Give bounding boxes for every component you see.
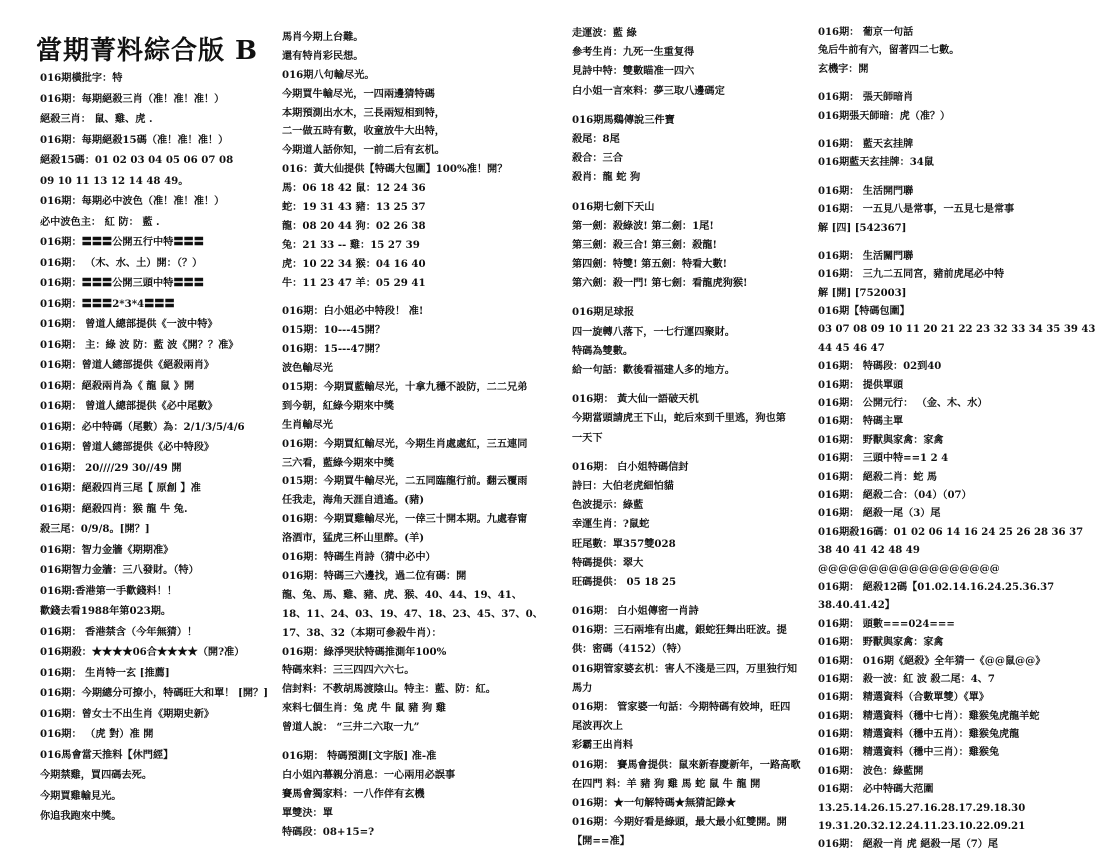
col2-line: 馬：06 18 42 鼠：12 24 36 [282, 182, 426, 195]
col3-line: 016期： 黃大仙一語破天机 [572, 393, 699, 406]
column-4 [818, 24, 1095, 855]
col2-line: 016期：綠淨哭狀特碼推測年100% [282, 645, 447, 658]
col1-line: 016期：今期總分可撩小，特碼旺大和單！ [開？] [40, 687, 269, 699]
col1-line: 016期：絕殺四肖：猴 龍 牛 兔. [40, 502, 188, 515]
col1-line: 016期：曾女士不出生肖《期期史新》 [40, 707, 215, 720]
col3-line: 016期： 白小姐特碼信封 [572, 460, 689, 473]
col1-line: 016期： 曾道人總部提供《一波中特》 [40, 318, 218, 330]
col3-line: 參考生肖：九死一生重复得 [572, 46, 695, 59]
col3-line: 四一旋轉八落下，一七行運四聚財。 [572, 325, 735, 338]
col1-line: 016期： 主：綠 波 防：藍 波《開？？准》 [40, 338, 239, 351]
col3-line: 特碼提供：翠大 [572, 556, 644, 569]
col3-line: 旺尾數：單357雙028 [572, 537, 676, 550]
col2-line: 015期：今期買牛輸尽光，二五同臨龍行前。翻云覆雨 [282, 475, 528, 488]
col4-line: 016期： 精選資料（穩中三肖）：雞猴兔 [818, 747, 1000, 759]
col4-line: 38 40 41 42 48 49 [818, 545, 920, 557]
col2-line: 015期：10---45開？ [282, 324, 386, 337]
col4-line: 016期張天師暗：虎（准？） [818, 110, 951, 122]
col2-line: 016期：特碼生肖詩（猜中必中） [282, 551, 436, 564]
page-title: 當期菁料綜合版 B [36, 36, 259, 66]
section-gap [818, 238, 1058, 248]
col1-line: 09 10 11 13 12 14 48 49。 [40, 174, 189, 187]
col1-line: 今期買雞輸見光。 [40, 789, 122, 802]
col2-line: 016期：今期買紅輸尽光，今期生肖處處紅，三五連同 [282, 437, 528, 450]
col1-line: 016期： （木、水、土）開：（？） [40, 256, 203, 269]
col4-line: 016期： 頭數===024=== [818, 618, 955, 630]
col4-line: 016期： 絕殺二合：（04）（07） [818, 489, 972, 501]
col2-line: 波色輸尽光 [282, 362, 333, 375]
col2-line: 生肖輸尽光 [282, 418, 333, 431]
section-gap [572, 293, 810, 303]
section-gap [818, 173, 1058, 183]
col1-line: 絕殺三肖： 鼠、雞、虎 . [40, 113, 153, 125]
col3-line: 016期： 賽馬會提供：鼠來新春慶新年，一路高歌 [572, 758, 801, 771]
col4-line: 016期： 016期《絕殺》全年猜一《@@鼠@@》 [818, 655, 1046, 667]
col3-line: 旺碼提供： 05 18 25 [572, 575, 677, 588]
col3-line: 特碼為雙數。 [572, 344, 634, 357]
col3-line: 第一劍：殺綠波! 第二劍：1尾! [572, 219, 714, 232]
col3-line: 幸運生肖：?鼠蛇 [572, 518, 650, 531]
col2-line: 白小姐內幕親分消息：一心兩用必誤事 [282, 768, 456, 781]
col3-line: 白小姐一言來料：夢三取八邊碼定 [572, 84, 725, 97]
col4-line: 016期： 特碼主單 [818, 416, 904, 428]
col4-line: 016期： 藍天玄挂牌 [818, 138, 914, 150]
col4-line: 38.40.41.42】 [818, 600, 895, 612]
col4-line: 016期： 必中特碼大范圍 [818, 784, 934, 796]
col2-line: 016期：15---47開？ [282, 343, 386, 356]
col3-line: 016期七劍下天山 [572, 200, 655, 213]
col2-line: 016期八句輸尽光。 [282, 68, 375, 81]
col1-line: 016期： （虎 對）准 開 [40, 728, 154, 740]
col2-line: 今期道人話你知，一前二后有玄机。 [282, 144, 445, 157]
col3-line: 第四劍：特雙! 第五劍：特看大數! [572, 258, 728, 271]
section-gap [818, 79, 1058, 89]
col1-line: 殺三尾：0/9/8。[開？] [40, 523, 150, 535]
col2-line: 二一做五時有數，收童放牛大出特， [282, 125, 445, 138]
col1-line: 絕殺15碼：01 02 03 04 05 06 07 08 [40, 154, 234, 166]
col3-line: 詩曰：大伯老虎細怕貓 [572, 479, 674, 492]
col3-line: 016期足球报 [572, 306, 635, 319]
col1-line: 016期殺：★★★★06合★★★★（開?准） [40, 646, 245, 658]
col4-line: 19.31.20.32.12.24.11.23.10.22.09.21 [818, 821, 1026, 833]
col4-line: 016期【特碼包圍】 [818, 306, 910, 318]
col4-line: 016期： 張天師暗肖 [818, 92, 914, 104]
col1-line: 016期：曾道人總部提供《必中特段》 [40, 441, 215, 453]
col3-line: 第三劍：殺三合! 第三劍：殺龍! [572, 238, 717, 251]
col4-line: 016期： 葡京一句話 [818, 27, 914, 38]
col1-line: 016期：曾道人總部提供《絕殺兩肖》 [40, 359, 215, 371]
col3-line: 今期當頭請虎王下山，蛇后來到千里逃，狗也第 [572, 412, 786, 425]
col2-line: 016期：今期買雞輸尽光，一倖三十開本期。九處春甯 [282, 513, 528, 526]
col2-line: 任我走，海角天涯自逍遙。(豬) [282, 494, 425, 507]
col2-line: 016期： 特碼預測[文字版] 准-准 [282, 749, 437, 762]
col4-line: 016期： 精選資料（合數單雙）《單》 [818, 692, 989, 704]
col2-line: 三六看，藍綠今期來中獎 [282, 456, 395, 469]
col2-line: 賽馬會獨家料：一八作伴有玄機 [282, 787, 425, 800]
col3-line: 殺肖：龍 蛇 狗 [572, 171, 641, 184]
col1-line: 歡錢去看1988年第023期。 [40, 605, 172, 617]
col4-line: 016期： 三頭中特==1 2 4 [818, 453, 949, 465]
section-gap [572, 380, 810, 390]
col2-line: 龍：08 20 44 狗：02 26 38 [282, 219, 426, 232]
col4-line: 016期藍天玄挂牌：34鼠 [818, 157, 934, 169]
column-2 [282, 28, 552, 841]
col4-line: 016期： 絕殺二肖：蛇 馬 [818, 471, 937, 483]
col1-line: 你追我跑來中獎。 [40, 810, 122, 822]
col4-line: 44 45 46 47 [818, 342, 885, 354]
col4-line: 016期： 野獸與家禽：家禽 [818, 637, 944, 649]
col1-line: 016期：智力金牆《期期准》 [40, 543, 174, 556]
col2-line: 特碼段：08+15=? [282, 825, 375, 838]
col3-line: 殺尾：8尾 [572, 132, 620, 145]
section-gap [818, 126, 1058, 136]
col3-line: 016期管家婆玄机：害人不淺是三四，万里独行知 [572, 662, 798, 675]
col4-line: 016期： 絕殺一肖 虎 絕殺一尾（7）尾 [818, 839, 998, 851]
col4-line: 玄機字：開 [818, 63, 869, 75]
col1-line: 016期：〓〓〓2*3*4〓〓〓 [40, 297, 175, 310]
col3-line: 一天下 [572, 431, 603, 444]
col3-line: 016期馬鷄傳說三件寶 [572, 113, 675, 126]
col3-line: 第六劍：殺一門! 第七劍：看龍虎狗猴! [572, 277, 748, 290]
col4-line: 13.25.14.26.15.27.16.28.17.29.18.30 [818, 802, 1026, 814]
col2-line: 曾道人說： “三井二六取一九” [282, 721, 420, 734]
col4-line: 016期： 波色：綠藍開 [818, 765, 924, 777]
col1-line: 016期： 20////29 30//49 開 [40, 461, 182, 474]
col3-line: 【開==准】 [572, 835, 630, 848]
col4-line: 016期： 特碼段：02到40 [818, 361, 942, 373]
col3-line: 給一句話：歡後看福建人多的地方。 [572, 364, 735, 376]
col3-line: 走運波：藍 綠 [572, 27, 637, 39]
col2-line: 來料七個生肖：兔 虎 牛 鼠 豬 狗 雞 [282, 702, 446, 715]
col4-line: 016期： 絕殺12碼【01.02.14.16.24.25.36.37 [818, 581, 1055, 593]
col3-line: 尾波再次上 [572, 720, 623, 733]
col2-line: 信封料：不教胡馬渡陰山。特主：藍、防：紅。 [282, 683, 496, 696]
col2-line: 016期：白小姐必中特段！ 准! [282, 305, 424, 318]
col3-line: 馬力 [572, 681, 593, 694]
section-gap [572, 101, 810, 111]
col1-line: 016期：絕殺四肖三尾【 原創 】准 [40, 482, 201, 494]
col1-line: 016期：每期絕殺15碼（准！准！准！） [40, 133, 229, 146]
col2-line: 蛇：19 31 43 豬：13 25 37 [282, 201, 426, 214]
col2-line: 牛：11 23 47 羊：05 29 41 [282, 276, 426, 289]
col3-line: 彩霸王出肖料 [572, 739, 634, 752]
col4-line: 016期： 精選資料（穩中五肖）：雞猴兔虎龍 [818, 729, 1020, 741]
col3-line: 殺合：三合 [572, 152, 623, 165]
col3-line: 016期： 白小姐傳密一肖詩 [572, 605, 699, 618]
col4-line: 016期： 一五見八是常事，一五見七是常事 [818, 204, 1015, 216]
col2-line: 龍、兔、馬、雞、豬、虎、猴、40、44、19、41、 [282, 588, 523, 601]
col2-line: 015期：今期買藍輸尽光，十拿九穩不設防，二二兄弟 [282, 381, 528, 394]
col4-line: 016期： 絕殺一尾（3）尾 [818, 508, 941, 520]
col2-line: 虎：10 22 34 猴：04 16 40 [282, 257, 426, 270]
col2-line: 還有特肖彩民想。 [282, 49, 364, 62]
col4-line: 016期殺16碼：01 02 06 14 16 24 25 26 28 36 37 [818, 526, 1084, 538]
col1-line: 016期：每期必中波色（准！准！准！） [40, 195, 225, 207]
col2-line: 特碼來料：三三四四六六七。 [282, 664, 415, 677]
col1-line: 016期：絕殺兩肖為《 龍 鼠 》開 [40, 379, 195, 392]
col2-line: 到今朝，紅綠今期來中獎 [282, 399, 395, 412]
col1-line: 016期：每期絕殺三肖（准！准！准！） [40, 92, 225, 105]
col2-line: 18、11、24、03、19、47、18、23、45、37、0、 [282, 607, 543, 620]
col3-line: 016期：★一句解特碼★無猜記錄★ [572, 796, 736, 809]
col1-line: 016期:香港第一手歡錢料！！ [40, 584, 178, 597]
col3-line: 供：密碼（4152）（特） [572, 643, 687, 656]
col2-line: 馬肖今期上台難。 [282, 31, 364, 43]
col4-line: 016期： 野獸與家禽：家禽 [818, 434, 944, 446]
col3-line: 016期：今期好看是綠頭，最大最小紅雙開。開 [572, 816, 787, 829]
col2-line: 17、38、32（本期可參殺牛肖）： [282, 626, 442, 639]
col1-line: 016馬會當天推料【休門經】 [40, 748, 174, 761]
col4-line: 016期： 殺一波：紅 波 殺二尾：4、7 [818, 673, 995, 685]
col1-line: 016期：〓〓〓公開五行中特〓〓〓 [40, 236, 204, 248]
col4-line: 016期： 生活關門聯 [818, 250, 914, 262]
section-gap [282, 737, 552, 747]
col3-line: 016期：三石兩堆有出處，銀蛇狂舞出旺波。提 [572, 624, 787, 637]
col4-line: 03 07 08 09 10 11 20 21 22 23 32 33 34 35 39 43 [818, 324, 1095, 336]
column-3 [572, 24, 810, 852]
col2-line: 單雙決：單 [282, 806, 333, 819]
col4-line: 016期： 提供單頭 [818, 379, 904, 391]
col2-line: 洛酒市，猛虎三杯山里醉。(羊) [282, 532, 425, 545]
col4-line: 016期： 公開元行： （金、木、水） [818, 398, 988, 410]
col3-line: 見詩中特：雙數瞄准一四六 [572, 65, 695, 78]
col2-line: 本期預測出水木，三長兩短相到特， [282, 106, 445, 119]
col1-line: 必中波色主： 紅 防： 藍 . [40, 215, 160, 228]
col2-line: 今期買牛輸尽光，一四兩邊猜特碼 [282, 87, 435, 100]
section-gap [572, 448, 810, 458]
col1-line: 016期： 曾道人總部提供《必中尾數》 [40, 400, 218, 412]
section-gap [572, 188, 810, 198]
col4-line: 解 [四] [542367] [818, 222, 907, 234]
col4-line: 016期： 生活開門聯 [818, 185, 914, 197]
col1-line: 016期： 香港禁含（今年無猜）！ [40, 625, 198, 638]
col3-line: 016期： 管家婆一句話：今期特碼有姣坤，旺四 [572, 701, 791, 713]
col2-line: 兔：21 33 -- 雞：15 27 39 [282, 238, 420, 251]
col4-line: 016期： 三九二五同宮，豬前虎尾必中特 [818, 269, 1005, 281]
section-gap [572, 592, 810, 602]
col2-line: 016：黃大仙提供【特碼大包圍】100%准！開？ [282, 163, 508, 176]
col4-line: 解 [開] [752003] [818, 287, 907, 299]
col1-line: 016期智力金牆：三八發財。（特） [40, 564, 199, 576]
col1-line: 016期：〓〓〓公開三頭中特〓〓〓 [40, 277, 204, 289]
col1-line: 016期： 生肖特一玄 [推薦] [40, 666, 170, 679]
col1-line: 016期橫批字：特 [40, 72, 123, 84]
col4-line: 兔后牛前有六，留著四二七數。 [818, 45, 960, 57]
column-1 [40, 68, 272, 827]
section-gap [282, 292, 552, 302]
col3-line: 在四門 料：羊 豬 狗 雞 馬 蛇 鼠 牛 龍 開 [572, 777, 761, 790]
col4-line: @@@@@@@@@@@@@@@@@@ [818, 563, 1000, 575]
col1-line: 今期禁雞，買四碼去死。 [40, 769, 153, 781]
col4-line: 016期： 精選資料（穩中七肖）：雞猴兔虎龍羊蛇 [818, 710, 1040, 722]
col2-line: 016期：特碼三六邊找，過二位有碼：開 [282, 569, 467, 582]
col1-line: 016期：必中特碼（尾數）為：2/1/3/5/4/6 [40, 420, 245, 433]
col3-line: 色波提示：綠藍 [572, 499, 644, 512]
